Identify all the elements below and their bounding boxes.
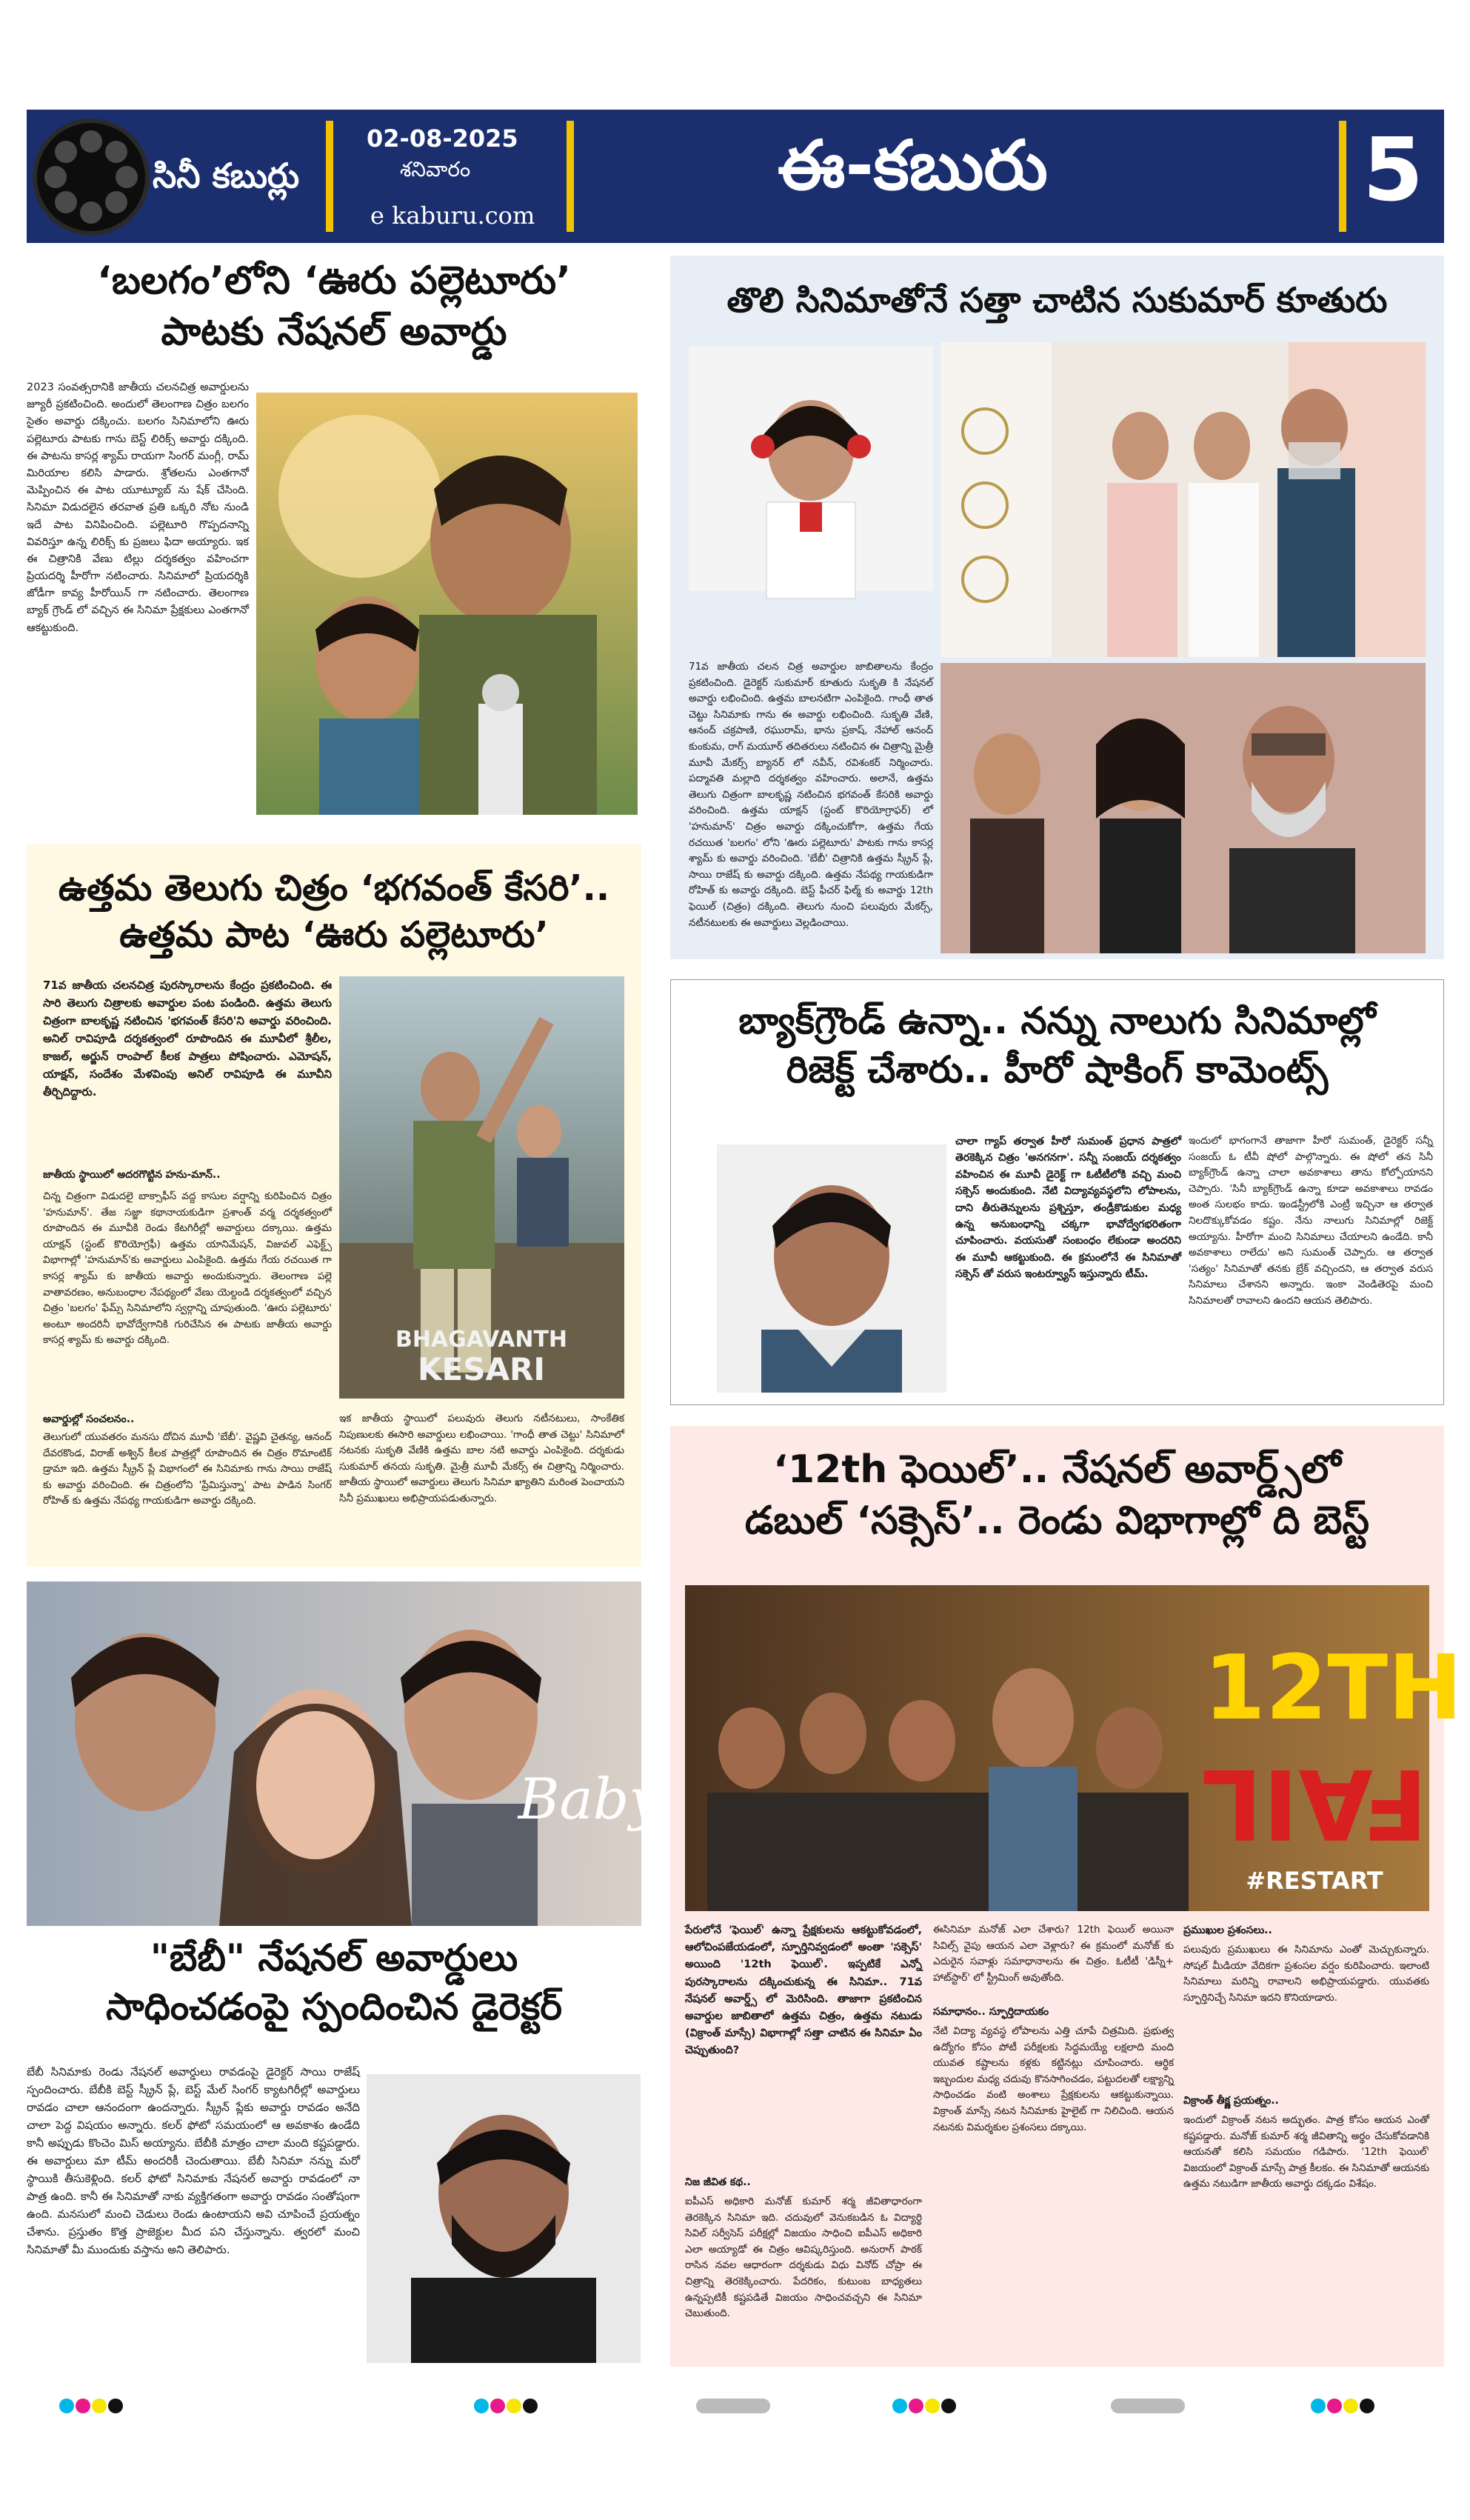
twelfth-fail-body-c: నేటి విద్యా వ్యవస్థ లోపాలను ఎత్తి చూపే చిత్రమిది. ప్రభుత్వ ఉద్యోగం కోసం పోటీ పరీక్షలకు సిద్ధమయ్యే లక్షలాది మంది యువత కష్టాలను కళ్లకు కట్టినట్లు చూపించారు. ఆర్థిక ఇబ్బందుల మధ్య చదువు కొనసాగించడం, పట్టుదలతో లక్ష్యాన్ని సాధించడం వంటి అంశాలు ప్రేక్షకులను ఆకట్టుకున్నాయి. విక్రాంత్ మాస్సే నటన సినిమాకు హైలైట్ గా నిలిచింది. ఆయన నటనకు విమర్శకుల ప్రశంసలు దక్కాయి.: [933, 2025, 1174, 2133]
twelfth-fail-subhead-c: ప్రముఖుల ప్రశంసలు..: [1183, 1924, 1272, 1936]
bhagavanth-subhead-2: అవార్డుల్లో సంచలనం..: [43, 1413, 135, 1425]
twelfth-fail-body-a: ఐపీఎస్ అధికారి మనోజ్ కుమార్ శర్మ జీవితాధారంగా తెరకెక్కిన సినిమా ఇది. చదువులో వెనుకబడిన ఓ విద్యార్థి సివిల్ సర్వీసెస్ పరీక్షల్లో విజయం సాధించి ఐపీఎస్ అధికారి ఎలా అయ్యాడో ఈ చిత్రం ఆవిష్కరిస్తుంది. అనురాగ్ పాఠక్ రాసిన నవల ఆధారంగా దర్శకుడు విధు వినోద్ చోప్రా ఈ చిత్రాన్ని తెరకెక్కించారు. పేదరికం, కుటుంబ బాధ్యతలు ఉన్నప్పటికీ కష్టపడితే విజయం సాధించవచ్చని ఈ సినిమా చెబుతుంది.: [685, 2196, 922, 2320]
paper-name: ఈ-కబురు: [778, 126, 1048, 205]
bhagavanth-body-1: చిన్న చిత్రంగా విడుదలై బాక్సాఫీస్ వద్ద కాసుల వర్షాన్ని కురిపించిన చిత్రం 'హనుమాన్'. తేజ సజ్జా కథానాయకుడిగా ప్రశాంత్ వర్మ దర్శకత్వంలో రూపొందిన ఈ మూవీకి రెండు కేటగిరీల్లో అవార్డులు దక్కాయి. ఉత్తమ యాక్షన్ (స్టంట్ కొరియోగ్రఫీ) ఉత్తమ యానిమేషన్, విజువల్ ఎఫెక్ట్స్ విభాగాల్లో 'హనుమాన్'కు అవార్డులు ఎంపికైంది. ఉత్తమ గేయ రచయిత గా కాసర్ల శ్యామ్ కు జాతీయ అవార్డు అందుకున్నారు. తెలంగాణ పల్లె వాతావరణం, అనుబంధాల నేపథ్యంలో వేణు యెల్దండి దర్శకత్వంలో వచ్చిన చిత్రం 'బలగం' ఫేమ్స్ సినిమాలోని స్వర్గాన్ని చూపుతుంది. 'ఊరు పల్లెటూరు' అంటూ అందరినీ భావోద్వేగానికి గురిచేసిన ఈ పాటకు జాతీయ అవార్డు కాసర్ల శ్యామ్ కు అవార్డు దక్కింది.: [43, 1190, 332, 1347]
divider: [326, 121, 333, 232]
poster-12th-text: 12TH: [1203, 1637, 1463, 1740]
twelfth-fail-body-e: ఇందులో విక్రాంత్ నటన అద్భుతం. పాత్ర కోసం ఆయన ఎంతో కష్టపడ్డారు. మనోజ్ కుమార్ శర్మ జీవితాన్ని అర్థం చేసుకోవడానికి ఆయనతో కలిసి సమయం గడిపారు. '12th ఫెయిల్' విజయంలో విక్రాంత్ మాస్సే పాత్ర కీలకం. ఈ సినిమాతో ఆయనకు ఉత్తమ నటుడిగా జాతీయ అవార్డు దక్కడం విశేషం.: [1183, 2114, 1429, 2190]
issue-date: 02-08-2025: [367, 124, 518, 153]
twelfth-fail-subhead-a: నిజ జీవిత కథ..: [685, 2176, 751, 2188]
balagam-photo: [256, 393, 638, 815]
baby-body: బేబీ సినిమాకు రెండు నేషనల్ అవార్డులు రావడంపై డైరెక్టర్ సాయి రాజేష్ స్పందించారు. బేబీకి బెస్ట్ స్క్రీన్ ప్లే, బెస్ట్ మేల్ సింగర్ క్యాటగిరీల్లో అవార్డులు రావడం చాలా ఆనందంగా ఉందన్నారు. స్క్రీన్ ప్లేకు అవార్డు రావడం అనేది చాలా పెద్ద విషయం అన్నారు. కలర్ ఫోటో సమయంలో ఆ అవకాశం ఉండేది కానీ అప్పుడు కొంచెం మిస్ అయ్యాను. బేబీకి మాత్రం చాలా మంది కష్టపడ్డారు. ఈ అవార్డులు మా టీమ్ అందరికీ చెందుతాయి. బేబీ సినిమా నన్ను మరో స్థాయికి తీసుకెళ్లింది. కలర్ ఫోటో సినిమాకు నేషనల్ అవార్డు రావడంలో నా పాత్ర ఉంది. కానీ ఈ సినిమాతో నాకు వ్యక్తిగతంగా అవార్డు రావడం సంతోషంగా ఉంది. మనసులో మంచి చెడులు రెండు ఉంటాయని అవి చూపించే ప్రయత్నం చేశాను. ప్రస్తుతం కొత్త ప్రాజెక్టుల మీద పని చేస్తున్నాను. త్వరలో మంచి సినిమాతో మీ ముందుకు వస్తాను అని తెలిపారు.: [27, 2065, 360, 2256]
background-body-col2: ఇందులో భాగంగానే తాజాగా హీరో సుమంత్, డైరెక్టర్ సన్నీ సంజయ్ ఓ టీవీ షోలో పాల్గొన్నారు. ఈ షోలో తన సినీ బ్యాక్‌గ్రౌండ్ ఉన్నా చాలా అవకాశాలు తాను కోల్పోయానని చెప్పారు. 'సినీ బ్యాక్‌గ్రౌండ్ ఉన్నా కూడా అవకాశాలు రావడం అంత సులభం కాదు. ఇండస్ట్రీలోకి ఎంట్రీ ఇచ్చినా ఆ తర్వాత నిలదొక్కుకోవడం కష్టం. నేను నాలుగు సినిమాల్లో రిజెక్ట్ అయ్యాను. హీరోగా మంచి సినిమాలు చేయాలని ఉండేది. కానీ అవకాశాలు రాలేదు' అని సుమంత్ చెప్పారు. ఆ తర్వాత 'సత్యం' సినిమాతో తనకు బ్రేక్ వచ్చిందని, ఆ తర్వాత వరుస సినిమాలు చేశానని అన్నారు. ఇంకా వెండితెరపై మంచి సినిమాలతో రావాలని ఉందని ఆయన తెలిపారు.: [1189, 1135, 1433, 1307]
bhagavanth-intro: 71వ జాతీయ చలనచిత్ర పురస్కారాలను కేంద్రం ప్రకటించింది. ఈ సారి తెలుగు చిత్రాలకు అవార్డుల పంట పండింది. ఉత్తమ తెలుగు చిత్రంగా బాలకృష్ణ నటించిన 'భగవంత్ కేసరి'ని అవార్డు వరించింది. అనిల్ రావిపూడి దర్శకత్వంలో రూపొందిన ఈ మూవీలో శ్రీలీల, కాజల్, అర్జున్ రాంపాల్ కీలక పాత్రలు పోషించారు. ఎమోషన్, యాక్షన్, సందేశం మేళవింపు అనిల్ రావిపూడి ఈ మూవీని తీర్చిదిద్దారు.: [43, 979, 332, 1099]
bhagavanth-subhead-1: జాతీయ స్థాయిలో అదరగొట్టిన హను-మాన్..: [43, 1169, 221, 1181]
baby-poster-title: Baby: [518, 1766, 661, 1832]
sukumar-family-photo: [941, 342, 1426, 657]
gray-registration-bar: [696, 2399, 770, 2415]
twelfth-fail-lead: పేరులోనే 'ఫెయిల్' ఉన్నా ప్రేక్షకులను ఆకట్టుకోవడంలో, ఆలోచింపజేయడంలో, స్ఫూర్తినివ్వడంలో అంతా 'సక్సెస్' అయింది '12th ఫెయిల్'. ఇప్పటికే ఎన్నో పురస్కారాలను దక్కించుకున్న ఈ సినిమా.. 71వ నేషనల్ అవార్డ్స్ లో మెరిసింది. తాజాగా ప్రకటించిన అవార్డుల జాబితాలో ఉత్తమ చిత్రం, ఉత్తమ నటుడు (విక్రాంత్ మాస్సే) విభాగాల్లో సత్తా చాటిన ఈ సినిమా ఏం చెప్పుతుంది?: [685, 1924, 922, 2057]
website-link[interactable]: e kaburu.com: [370, 201, 535, 230]
film-reel-logo-icon: [33, 119, 150, 236]
sukumar-body: 71వ జాతీయ చలన చిత్ర అవార్డుల జాబితాలను కేంద్రం ప్రకటించింది. డైరెక్టర్ సుకుమార్ కూతురు సుకృతి కి నేషనల్ అవార్డు లభించింది. ఉత్తమ బాలనటిగా ఎంపికైంది. గాంధీ తాత చెట్టు సినిమాకు గాను ఈ అవార్డు లభించింది. సుకృతి వేణి, ఆనంద్ చక్రపాణి, రఘురామ్, భాను ప్రకాష్, నేహాల్ ఆనంద్ కుంకుమ, రాగ్ మయూర్ తదితరులు నటించిన ఈ చిత్రాన్ని మైత్రీ మూవీ మేకర్స్ బ్యానర్ లో నవీన్, రవిశంకర్ నిర్మించారు. పద్మావతి మల్లాది దర్శకత్వం వహించారు. అలానే, ఉత్తమ తెలుగు చిత్రంగా బాలకృష్ణ నటించిన భగవంత్ కేసరికి అవార్డు వరించింది. ఉత్తమ యాక్షన్ (స్టంట్ కొరియోగ్రాఫర్) లో 'హనుమాన్' చిత్రం అవార్డు దక్కించుకోగా, ఉత్తమ గేయ రచయిత 'బలగం' లోని 'ఊరు పల్లెటూరు' పాటకు గాను కాసర్ల శ్యామ్ కు అవార్డు వరించింది. 'బేబీ' చిత్రానికి ఉత్తమ స్క్రీన్ ప్లే, సాయి రాజేష్ కు అవార్డు దక్కింది. ఉత్తమ నేపథ్య గాయకుడిగా రోహిత్ కు అవార్డు దక్కింది. బెస్ట్ ఫీచర్ ఫిల్మ్ కు అవార్డు 12th ఫెయిల్ (చిత్రం) దక్కింది. తెలుగు నుంచి పలువురు మేకర్స్, నటీనటులకు ఈ అవార్డులు వెల్లడించాయి.: [689, 661, 933, 929]
bhagavanth-body-2: తెలుగులో యువతరం మనసు దోచిన మూవీ 'బేబీ'. వైష్ణవి చైతన్య, ఆనంద్ దేవరకొండ, విరాజ్ అశ్విన్ కీలక పాత్రల్లో రూపొందిన ఈ చిత్రం రొమాంటిక్ డ్రామా ఇది. ఉత్తమ స్క్రీన్ ప్లే విభాగంలో ఈ సినిమాకు గాను సాయి రాజేష్ కు అవార్డు వరించింది. ఈ చిత్రంలోని 'ప్రేమిస్తున్నా' పాట పాడిన సింగర్ రోహిత్ కు ఉత్తమ నేపథ్య గాయకుడిగా అవార్డు దక్కింది.: [43, 1431, 332, 1507]
twelfth-fail-subhead-d: విక్రాంత్ తీక్ష్ణ ప్రయత్నం..: [1183, 2095, 1279, 2107]
poster-fail-text: FAIL: [1201, 1747, 1428, 1860]
baby-headline: "బేబీ" నేషనల్ అవార్డులు సాధించడంపై స్పందించిన డైరెక్టర్: [106, 1936, 562, 2028]
bhagavanth-kesari-poster: [339, 976, 624, 1399]
divider: [1339, 121, 1346, 232]
page-number: 5: [1363, 119, 1424, 221]
balagam-body: 2023 సంవత్సరానికి జాతీయ చలనచిత్ర అవార్డులను జ్యూరీ ప్రకటించింది. అందులో తెలంగాణ చిత్రం బలగం సైతం అవార్డు దక్కించు. బలగం సినిమాలోని ఊరు పల్లెటూరు పాటకు గాను బెస్ట్ లిరిక్స్ అవార్డు దక్కింది. ఈ పాటను కాసర్ల శ్యామ్ రాయగా సింగర్ మంగ్లీ, రామ్ మిరియాల కలిసి పాడారు. శ్రోతలను ఎంతగానో మెప్పించిన ఈ పాట యూట్యూబ్ ను షేక్ చేసింది. సినిమా విడుదలైన తరవాత ప్రతి ఒక్కరి నోట నుండి ఇదే పాట వినిపించింది. పల్లెటూరి గొప్పదనాన్ని వివరిస్తూ ఉన్న లిరిక్స్ కు ప్రజలు ఫిదా అయ్యారు. ఇక ఈ చిత్రానికి వేణు టిల్లు దర్శకత్వం వహించగా ప్రియదర్శి హీరోగా నటించారు. సినిమాలో ప్రియదర్శికి జోడీగా కావ్య హీరోయిన్ గా నటించారు. తెలంగాణ బ్యాక్ గ్రౌండ్ లో వచ్చిన ఈ సినిమా ప్రేక్షకులు ఎంతగానో ఆకట్టుకుంది.: [27, 381, 249, 634]
sumanth-portrait: [717, 1144, 946, 1393]
cmyk-registration-mark: [1311, 2399, 1376, 2415]
sukriti-portrait: [689, 347, 933, 591]
section-title: సినీ కబుర్లు: [153, 156, 300, 196]
bhagavanth-body-3: ఇక జాతీయ స్థాయిలో పలువురు తెలుగు నటీనటులు, సాంకేతిక నిపుణులకు ఈసారి అవార్డులు లభించాయి. 'గాంధీ తాత చెట్టు' సినిమాలో నటనకు సుకృతి వేణికి ఉత్తమ బాల నటి అవార్డు ఎంపికైంది. దర్శకుడు సుకుమార్ తనయ సుకృతి. మైత్రీ మూవీ మేకర్స్ ఈ చిత్రాన్ని నిర్మించారు. జాతీయ స్థాయిలో అవార్డులు తెలుగు సినిమా ఖ్యాతిని మరింత పెంచాయని సినీ ప్రముఖులు అభిప్రాయపడుతున్నారు.: [339, 1413, 624, 1504]
poster-restart-text: #RESTART: [1246, 1867, 1383, 1895]
balagam-headline: ‘బలగం’లోని ‘ఊరు పల్లెటూరు’ పాటకు నేషనల్ అవార్డు: [97, 259, 571, 354]
twelfth-fail-poster: [685, 1585, 1463, 1911]
poster-title-bhagavanth: BHAGAVANTH: [395, 1327, 568, 1353]
twelfth-fail-subhead-b: సమాధానం.. స్ఫూర్తిదాయకం: [933, 2006, 1049, 2018]
twelfth-fail-body-d: పలువురు ప్రముఖులు ఈ సినిమాను ఎంతో మెచ్చుకున్నారు. సోషల్ మీడియా వేదికగా ప్రశంసల వర్షం కురిపించారు. ఇలాంటి సినిమాలు మరిన్ని రావాలని అభిప్రాయపడ్డారు. యువతకు స్ఫూర్తినిచ్చే సినిమా ఇదని కొనియాడారు.: [1183, 1944, 1429, 2004]
twelfth-fail-body-b: ఈసినిమా మనోజ్ ఎలా చేశారు? 12th ఫెయిల్ అయినా సివిల్స్ వైపు ఆయన ఎలా వెళ్లారు? ఈ క్రమంలో మనోజ్ కు ఎదురైన సవాళ్లు సమాధానాలను ఈ చిత్రం. ఓటీటీ 'డిస్నీ+ హాట్‌స్టార్' లో స్ట్రీమింగ్ అవుతోంది.: [933, 1924, 1174, 1984]
background-body-col1: చాలా గ్యాప్ తర్వాత హీరో సుమంత్ ప్రధాన పాత్రలో తెరకెక్కిన చిత్రం 'అనగనగా'. సన్నీ సంజయ్ దర్శకత్వం వహించిన ఈ మూవీ డైరెక్ట్ గా ఓటీటీలోకి వచ్చి మంచి సక్సెస్ అందుకుంది. నేటి విద్యావ్యవస్థలోని లోపాలను, దాని తీరుతెన్నులను ప్రశ్నిస్తూ, తండ్రీకొడుకుల మధ్య ఉన్న అనుబంధాన్ని చక్కగా భావోద్వేగభరితంగా చూపించారు. వయసుతో సంబంధం లేకుండా అందరిని ఈ మూవీ ఆకట్టుకుంది. ఈ క్రమంలోనే ఈ సినిమాతో సక్సెస్ తో వరుస ఇంటర్వ్యూస్ ఇస్తున్నారు టీమ్.: [955, 1136, 1181, 1281]
sukumar-headline: తొలి సినిమాతోనే సత్తా చాటిన సుకుమార్ కూతురు: [726, 280, 1388, 320]
twelfth-fail-headline: ‘12th ఫెయిల్’.. నేషనల్ అవార్డ్స్‌లో డబుల్ ‘సక్సెస్’.. రెండు విభాగాల్లో ది బెస్ట్: [744, 1447, 1370, 1543]
sukumar-daughter-photo: [941, 663, 1426, 953]
baby-poster: [27, 1581, 661, 1926]
gray-registration-bar: [1111, 2399, 1185, 2415]
sai-rajesh-photo: [367, 2074, 641, 2363]
divider: [567, 121, 574, 232]
cmyk-registration-mark: [59, 2399, 124, 2415]
issue-day: శనివారం: [400, 157, 471, 181]
background-headline: బ్యాక్‌గ్రౌండ్ ఉన్నా.. నన్ను నాలుగు సినిమాల్లో రిజెక్ట్ చేశారు.. హీరో షాకింగ్ కామెంట్స్: [738, 999, 1376, 1091]
cmyk-registration-mark: [474, 2399, 539, 2415]
poster-title-kesari: KESARI: [418, 1351, 545, 1387]
bhagavanth-headline: ఉత్తమ తెలుగు చిత్రం ‘భగవంత్ కేసరి’.. ఉత్తమ పాట ‘ఊరు పల్లెటూరు’: [58, 867, 610, 956]
cmyk-registration-mark: [892, 2399, 958, 2415]
